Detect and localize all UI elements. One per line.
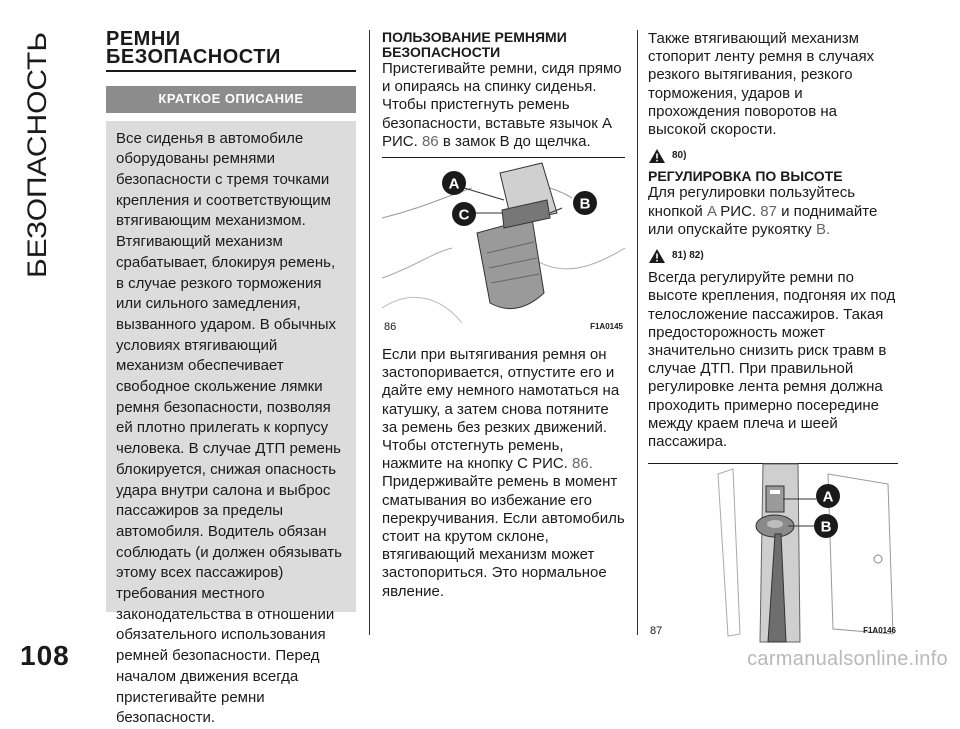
seatbelt-buckle-illustration bbox=[382, 158, 625, 338]
figure-number: 87 bbox=[650, 625, 663, 638]
callout-b: B bbox=[820, 518, 832, 536]
figure-number: 86 bbox=[384, 320, 397, 333]
description-text: Все сиденья в автомобиле оборудованы ремнями безопасности с тремя точками крепления и соответствующим втягивающим механизмом. Втягивающий механизм срабатывает, блокируя ремень, в случае резкого торможения или сильного замедления, вызванного ударом. В обычных условиях втягивающий механизм обеспечивает свободное скольжение лямки ремня безопасности, позволяя ей плотно прилегать к корпусу человека. В случае ДТП ремень блокируется, снижая опасность удара внутри салона и выброс пассажиров за пределы автомобиля. Водитель обязан соблюдать (и должен обязывать этому всех пассажиров) требования местного законодательства в отношении обязательного использования ремней безопасности. Перед началом движения всегда пристегивайте ремни безопасности. bbox=[116, 129, 342, 727]
height-adjuster-illustration bbox=[648, 464, 898, 642]
usage-instructions: Если при вытягивания ремня он застопоривается, отпустите его и дайте ему немного намотаться на катушку, а затем снова потяните за ремень без резких движений. Чтобы отстегнуть ремень, нажмите на кнопку C РИС. 86. Придерживайте ремень в момент сматывания во избежание его перекручивания. Если автомобиль стоит на крутом склоне, втягивающий механизм может застопориться. Это нормальное явление. bbox=[382, 346, 625, 600]
column-divider bbox=[637, 30, 638, 635]
figure-ref: 86 bbox=[421, 132, 439, 150]
page-number: 108 bbox=[20, 640, 70, 671]
figure-86 bbox=[382, 157, 625, 338]
warning-ref: 80) bbox=[648, 147, 898, 165]
callout-c: C bbox=[458, 206, 470, 224]
column-divider bbox=[369, 30, 370, 635]
figure-code: F1A0146 bbox=[863, 626, 896, 636]
warning-icon bbox=[648, 148, 666, 164]
figure-caption bbox=[384, 318, 623, 336]
callout-b: B bbox=[579, 195, 591, 213]
usage-intro: Пристегивайте ремни, сидя прямо и опираясь на спинку сиденья. Чтобы пристегнуть ремень безопасности, вставьте язычок A РИС. 86 в замок B до щелчка. bbox=[382, 60, 622, 150]
warning-ref: 81) 82) bbox=[648, 247, 898, 265]
warning-icon bbox=[648, 248, 666, 264]
height-instructions: Для регулировки пользуйтесь кнопкой A РИС. 87 и поднимайте или опускайте рукоятку B. bbox=[648, 184, 878, 238]
side-section-title bbox=[16, 30, 56, 280]
figure-caption bbox=[650, 622, 896, 640]
figure-87 bbox=[648, 463, 898, 642]
figure-ref: 86. bbox=[572, 455, 593, 473]
callout-a: A bbox=[822, 488, 834, 506]
page-title: РЕМНИ БЕЗОПАСНОСТИ bbox=[106, 30, 356, 72]
svg-text:БЕЗОПАСНОСТЬ: БЕЗОПАСНОСТЬ bbox=[22, 56, 52, 278]
figure-code: F1A0145 bbox=[590, 321, 623, 331]
column-middle bbox=[382, 30, 625, 601]
height-heading: РЕГУЛИРОВКА ПО ВЫСОТЕ bbox=[648, 168, 843, 185]
callout-a: A bbox=[448, 175, 460, 193]
retractor-text: Также втягивающий механизм стопорит ленту ремня в случаях резкого вытягивания, резкого торможения, ударов и прохождения поворотов на высокой скорости. bbox=[648, 30, 875, 139]
height-advice: Всегда регулируйте ремни по высоте крепления, подгоняя их под телосложение пассажиров. Такая предосторожность может значительно снизить риск травм в случае ДТП. При правильной регулировке лента ремня должна проходить примерно посередине между краем плеча и шеей пассажира. bbox=[648, 269, 896, 451]
summary-banner: КРАТКОЕ ОПИСАНИЕ bbox=[106, 86, 356, 112]
usage-heading: ПОЛЬЗОВАНИЕ РЕМНЯМИ БЕЗОПАСНОСТИ bbox=[382, 29, 567, 60]
figure-ref: 87 bbox=[760, 202, 777, 220]
description-box bbox=[106, 121, 356, 727]
column-left bbox=[106, 28, 356, 727]
column-right bbox=[648, 30, 898, 650]
watermark-text: carmanualsonline.info bbox=[747, 648, 948, 670]
